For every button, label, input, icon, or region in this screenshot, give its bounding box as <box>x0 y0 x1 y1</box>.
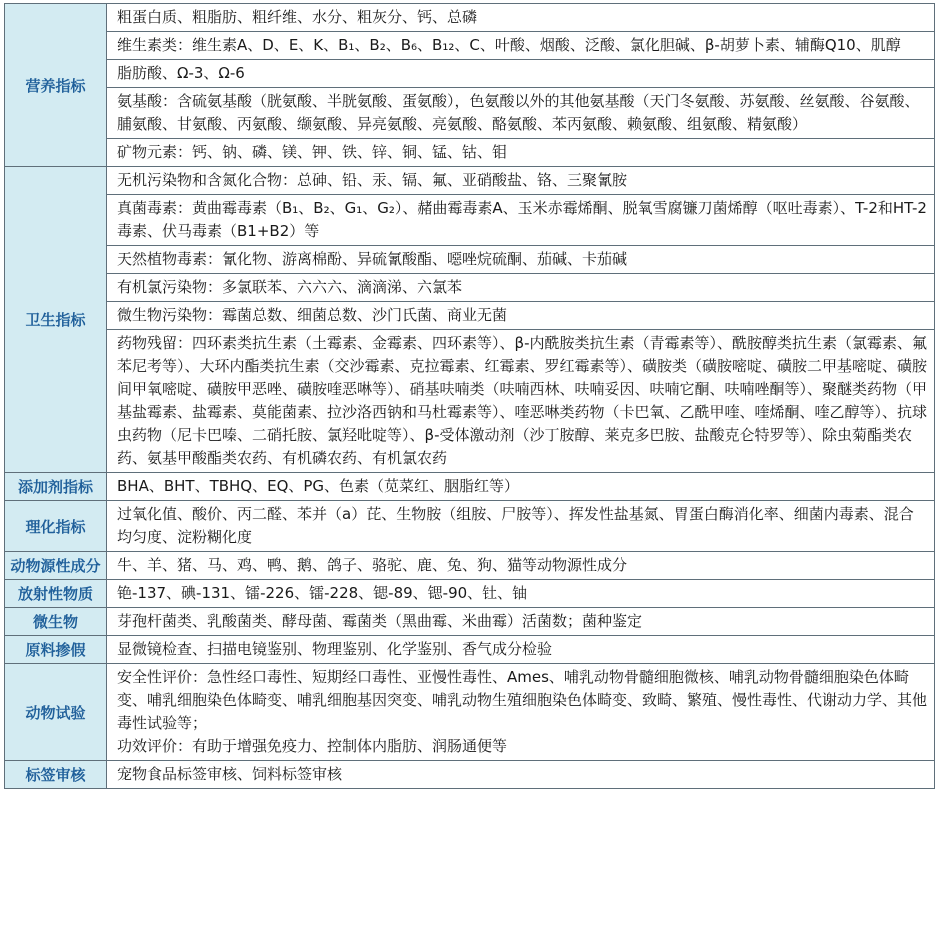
item-cell <box>107 60 935 88</box>
item-text: 粗蛋白质、粗脂肪、粗纤维、水分、粗灰分、钙、总磷 <box>117 8 478 26</box>
test-items-table <box>4 3 935 789</box>
item-cell <box>107 552 935 580</box>
item-text: 芽孢杆菌类、乳酸菌类、酵母菌、霉菌类（黑曲霉、米曲霉）活菌数；菌种鉴定 <box>117 612 643 630</box>
table-row <box>5 60 935 88</box>
item-cell <box>107 274 935 302</box>
item-text: 维生素类：维生素A、D、E、K、B₁、B₂、B₆、B₁₂、C、叶酸、烟酸、泛酸、氯化胆碱、β-胡萝卜素、辅酶Q10、肌醇 <box>117 36 901 54</box>
item-text: 过氧化值、酸价、丙二醛、苯并（a）芘、生物胺（组胺、尸胺等）、挥发性盐基氮、胃蛋白酶消化率、细菌内毒素、混合均匀度、淀粉糊化度 <box>117 505 914 546</box>
item-cell <box>107 608 935 636</box>
table-row <box>5 580 935 608</box>
table-row <box>5 501 935 552</box>
item-text: 脂肪酸、Ω-3、Ω-6 <box>117 64 245 82</box>
category-cell: 动物源性成分 <box>5 552 107 580</box>
item-cell <box>107 636 935 664</box>
table-body <box>5 4 935 789</box>
item-cell <box>107 664 935 761</box>
table-row <box>5 664 935 761</box>
item-text: 药物残留：四环素类抗生素（土霉素、金霉素、四环素等）、β-内酰胺类抗生素（青霉素等）、酰胺醇类抗生素（氯霉素、氟苯尼考等）、大环内酯类抗生素（交沙霉素、克拉霉素、红霉素、罗红霉素等）、磺胺类（磺胺嘧啶、磺胺二甲基嘧啶、磺胺间甲氧嘧啶、磺胺甲恶唑、磺胺喹恶啉等）、硝基呋喃类（呋喃西林、呋喃妥因、呋喃它酮、呋喃唑酮等）、聚醚类药物（甲基盐霉素、盐霉素、莫能菌素、拉沙洛西钠和马杜霉素等）、喹恶啉类药物（卡巴氧、乙酰甲喹、喹烯酮、喹乙醇等）、抗球虫药物（尼卡巴嗪、二硝托胺、氯羟吡啶等）、β-受体激动剂（沙丁胺醇、莱克多巴胺、盐酸克仑特罗等）、除虫菊酯类农药、氨基甲酸酯类农药、有机磷农药、有机氯农药 <box>117 334 928 467</box>
category-cell: 动物试验 <box>5 664 107 761</box>
item-cell <box>107 167 935 195</box>
item-cell <box>107 330 935 473</box>
item-text: 矿物元素：钙、钠、磷、镁、钾、铁、锌、铜、锰、钴、钼 <box>117 143 508 161</box>
category-cell: 原料掺假 <box>5 636 107 664</box>
item-cell <box>107 473 935 501</box>
item-cell <box>107 246 935 274</box>
item-cell <box>107 501 935 552</box>
table-row <box>5 302 935 330</box>
item-cell <box>107 88 935 139</box>
item-cell <box>107 580 935 608</box>
item-text: BHA、BHT、TBHQ、EQ、PG、色素（苋菜红、胭脂红等） <box>117 477 520 495</box>
item-text: 铯-137、碘-131、镭-226、镭-228、锶-89、锶-90、钍、铀 <box>117 584 528 602</box>
table-row <box>5 761 935 789</box>
item-cell <box>107 302 935 330</box>
item-text: 无机污染物和含氮化合物：总砷、铅、汞、镉、氟、亚硝酸盐、铬、三聚氰胺 <box>117 171 628 189</box>
item-text: 天然植物毒素：氰化物、游离棉酚、异硫氰酸酯、噁唑烷硫酮、茄碱、卡茄碱 <box>117 250 628 268</box>
table-row <box>5 608 935 636</box>
item-text: 氨基酸：含硫氨基酸（胱氨酸、半胱氨酸、蛋氨酸），色氨酸以外的其他氨基酸（天门冬氨酸、苏氨酸、丝氨酸、谷氨酸、脯氨酸、甘氨酸、丙氨酸、缬氨酸、异亮氨酸、亮氨酸、酪氨酸、苯丙氨酸、赖氨酸、组氨酸、精氨酸） <box>117 92 920 133</box>
table-row <box>5 330 935 473</box>
table-row <box>5 4 935 32</box>
category-cell: 理化指标 <box>5 501 107 552</box>
item-cell <box>107 139 935 167</box>
table-row <box>5 552 935 580</box>
item-text: 安全性评价：急性经口毒性、短期经口毒性、亚慢性毒性、Ames、哺乳动物骨髓细胞微核、哺乳动物骨髓细胞染色体畸变、哺乳细胞染色体畸变、哺乳细胞基因突变、哺乳动物生殖细胞染色体畸变、致畸、繁殖、慢性毒性、代谢动力学、其他毒性试验等； 功效评价：有助于增强免疫力、控制体内脂肪、润肠通便等 <box>117 668 928 755</box>
category-cell: 标签审核 <box>5 761 107 789</box>
category-cell: 营养指标 <box>5 4 107 167</box>
category-cell: 添加剂指标 <box>5 473 107 501</box>
item-text: 牛、羊、猪、马、鸡、鸭、鹅、鸽子、骆驼、鹿、兔、狗、猫等动物源性成分 <box>117 556 628 574</box>
item-cell <box>107 4 935 32</box>
table-row <box>5 246 935 274</box>
category-cell: 放射性物质 <box>5 580 107 608</box>
item-cell <box>107 761 935 789</box>
item-cell <box>107 32 935 60</box>
category-cell: 卫生指标 <box>5 167 107 473</box>
table-row <box>5 88 935 139</box>
table-row <box>5 32 935 60</box>
item-text: 宠物食品标签审核、饲料标签审核 <box>117 765 343 783</box>
item-text: 显微镜检查、扫描电镜鉴别、物理鉴别、化学鉴别、香气成分检验 <box>117 640 553 658</box>
table-row <box>5 636 935 664</box>
item-text: 真菌毒素：黄曲霉毒素（B₁、B₂、G₁、G₂）、赭曲霉毒素A、玉米赤霉烯酮、脱氧雪腐镰刀菌烯醇（呕吐毒素）、T-2和HT-2毒素、伏马毒素（B1+B2）等 <box>117 199 927 240</box>
table-row <box>5 139 935 167</box>
table-row <box>5 167 935 195</box>
table-row <box>5 195 935 246</box>
item-text: 微生物污染物：霉菌总数、细菌总数、沙门氏菌、商业无菌 <box>117 306 508 324</box>
item-cell <box>107 195 935 246</box>
table-row <box>5 274 935 302</box>
table-row <box>5 473 935 501</box>
category-cell: 微生物 <box>5 608 107 636</box>
item-text: 有机氯污染物：多氯联苯、六六六、滴滴涕、六氯苯 <box>117 278 463 296</box>
